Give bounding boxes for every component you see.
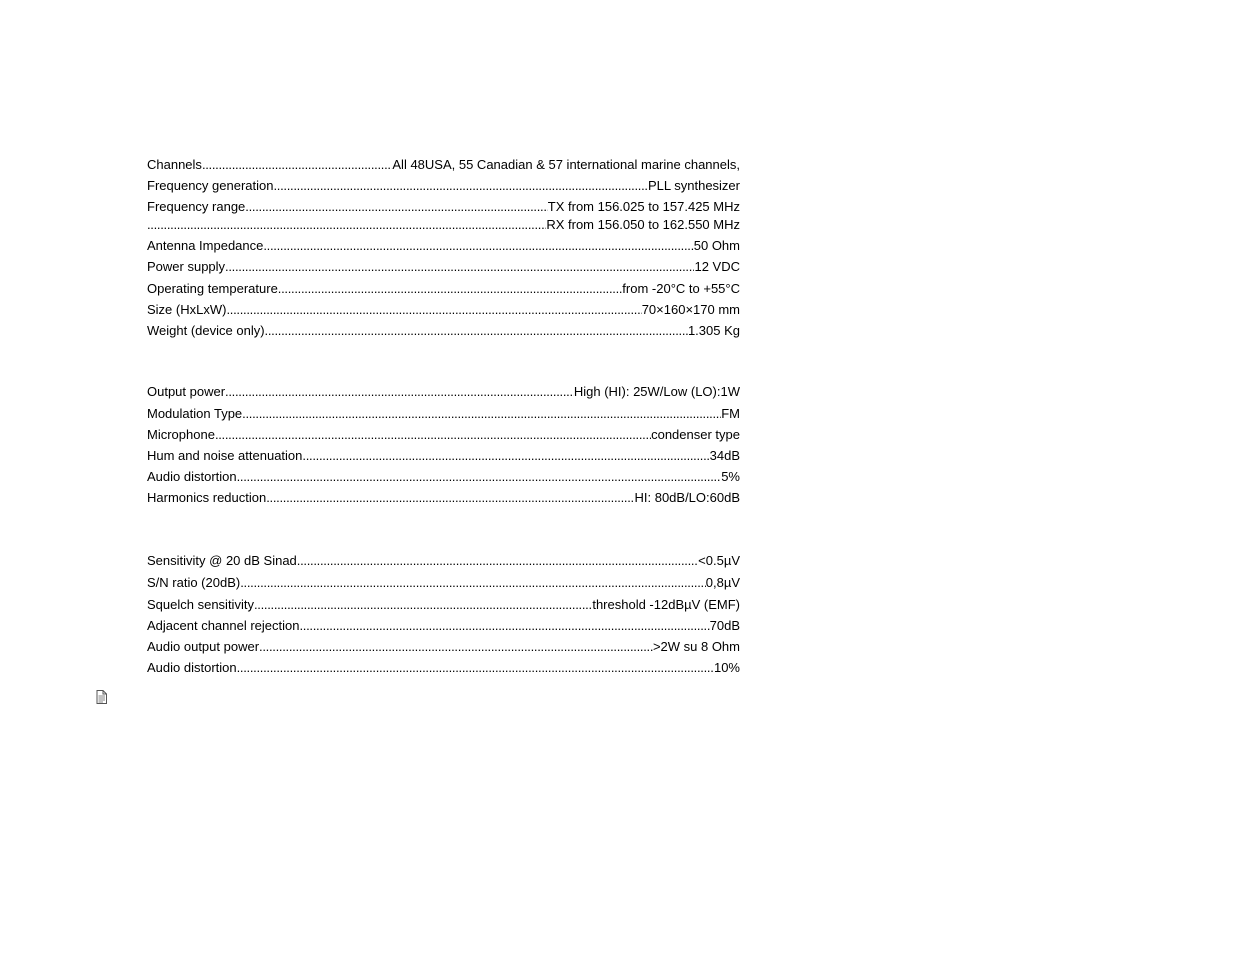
general-specs-section (147, 157, 740, 344)
spec-label: Audio output power (147, 639, 260, 654)
dot-leader (273, 178, 648, 193)
spec-value: 1.305 Kg (687, 323, 740, 338)
spec-row-weight (147, 323, 740, 344)
dot-leader (225, 259, 694, 274)
spec-value: 5% (721, 469, 740, 484)
spec-value: from -20°C to +55°C (622, 281, 740, 296)
dot-leader (215, 427, 651, 442)
spec-value: >2W su 8 Ohm (652, 639, 740, 654)
spec-label: Microphone (147, 427, 215, 442)
spec-row-squelch-sensitivity (147, 597, 740, 618)
spec-row-audio-distortion-rx (147, 660, 740, 681)
spec-value: 70dB (709, 618, 740, 633)
dot-leader (259, 639, 653, 654)
spec-row-audio-output-power (147, 639, 740, 660)
dot-leader (254, 597, 592, 612)
spec-label: Adjacent channel rejection (147, 618, 300, 633)
dot-leader (300, 618, 710, 633)
dot-leader (202, 157, 392, 172)
spec-value: FM (721, 406, 740, 421)
spec-value: 70×160×170 mm (641, 302, 740, 317)
spec-row-power-supply (147, 259, 740, 281)
spec-label: Operating temperature (147, 281, 278, 296)
spec-value: 0,8µV (705, 575, 740, 590)
spec-label: Hum and noise attenuation (147, 448, 303, 463)
dot-leader (297, 553, 698, 568)
dot-leader (302, 448, 709, 463)
spec-row-output-power (147, 384, 740, 406)
dot-leader (245, 199, 548, 214)
dot-leader (265, 323, 688, 338)
dot-leader (263, 238, 693, 253)
spec-value: 10% (713, 660, 740, 675)
dot-leader (242, 406, 721, 421)
spec-label: Audio distortion (147, 469, 237, 484)
spec-label: Modulation Type (147, 406, 243, 421)
spec-label: Frequency range (147, 199, 246, 214)
spec-value: 50 Ohm (693, 238, 740, 253)
spec-row-audio-distortion-tx (147, 469, 740, 490)
spec-row-sensitivity (147, 553, 740, 575)
spec-sheet (147, 157, 740, 681)
spec-label: Sensitivity @ 20 dB Sinad (147, 553, 297, 568)
spec-label: Channels (147, 157, 202, 172)
spec-value: condenser type (651, 427, 740, 442)
spec-row-hum-noise (147, 448, 740, 469)
spec-label: Output power (147, 384, 226, 399)
spec-row-frequency-range-rx (147, 217, 740, 238)
spec-row-size (147, 302, 740, 323)
spec-row-antenna-impedance (147, 238, 740, 259)
spec-value: <0.5µV (698, 553, 740, 568)
dot-leader (278, 281, 623, 296)
spec-row-channels (147, 157, 740, 178)
dot-leader (226, 302, 641, 317)
spec-value: PLL synthesizer (647, 178, 740, 193)
spec-label: Antenna Impedance (147, 238, 264, 253)
transmitter-specs-section (147, 384, 740, 511)
spec-value: 34dB (709, 448, 740, 463)
spec-row-operating-temperature (147, 281, 740, 302)
spec-row-adjacent-channel-rejection (147, 618, 740, 639)
spec-value: 12 VDC (694, 259, 740, 274)
spec-row-frequency-range-tx (147, 199, 740, 217)
spec-row-frequency-generation (147, 178, 740, 199)
spec-value: threshold -12dBµV (EMF) (592, 597, 740, 612)
spec-label: S/N ratio (20dB) (147, 575, 241, 590)
dot-leader (225, 384, 574, 399)
dot-leader (266, 490, 634, 505)
spec-label: Harmonics reduction (147, 490, 267, 505)
spec-value: High (HI): 25W/Low (LO):1W (573, 384, 740, 399)
spec-label: Frequency generation (147, 178, 274, 193)
receiver-specs-section (147, 553, 740, 681)
spec-row-modulation-type (147, 406, 740, 427)
spec-label: Squelch sensitivity (147, 597, 254, 612)
spec-label: Power supply (147, 259, 226, 274)
spec-label: Audio distortion (147, 660, 237, 675)
spec-value: HI: 80dB/LO:60dB (634, 490, 740, 505)
document-icon (96, 690, 107, 704)
spec-value: All 48USA, 55 Canadian & 57 international marine channels, (392, 157, 740, 172)
spec-label: Weight (device only) (147, 323, 265, 338)
dot-leader (147, 217, 546, 232)
spec-row-harmonics-reduction (147, 490, 740, 511)
spec-value: RX from 156.050 to 162.550 MHz (546, 217, 740, 232)
dot-leader (237, 469, 722, 484)
dot-leader (240, 575, 706, 590)
spec-row-sn-ratio (147, 575, 740, 597)
spec-row-microphone (147, 427, 740, 448)
spec-label: Size (HxLxW) (147, 302, 227, 317)
spec-value: TX from 156.025 to 157.425 MHz (547, 199, 740, 214)
dot-leader (237, 660, 714, 675)
